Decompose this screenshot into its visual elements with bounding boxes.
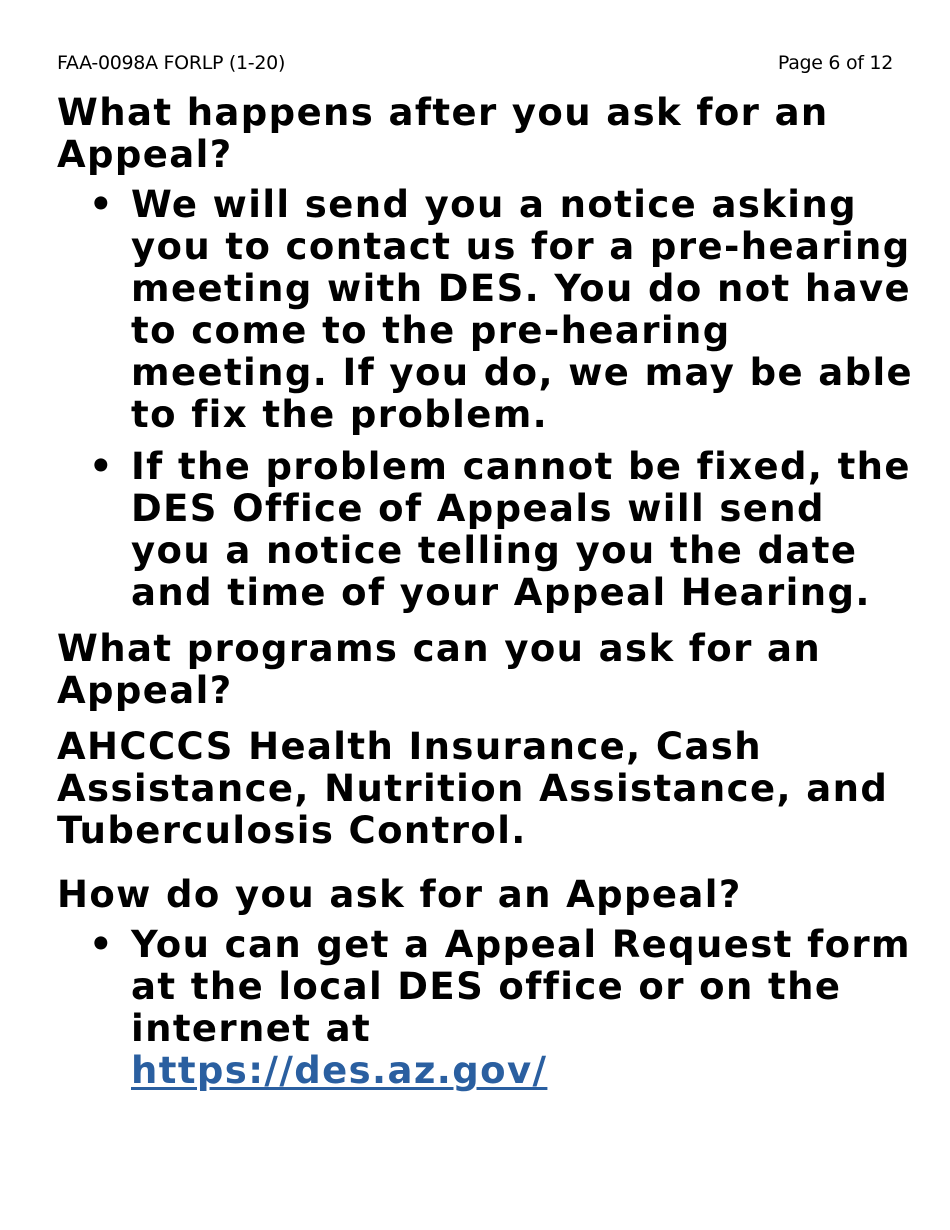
list-item xyxy=(57,184,917,436)
heading-after-appeal: What happens after you ask for an Appeal? xyxy=(57,91,829,176)
after-appeal-list xyxy=(57,184,917,614)
list-item xyxy=(57,924,917,1092)
bullet-icon: • xyxy=(89,445,115,488)
list-item-text: If the problem cannot be fixed, the DES Office of Appeals will send you a notice telling you the date and time of your Appeal Hearing. xyxy=(131,445,911,614)
bullet-icon: • xyxy=(89,183,115,226)
form-id: FAA-0098A FORLP (1-20) xyxy=(57,52,286,74)
document-body xyxy=(57,92,917,1102)
bullet-icon: • xyxy=(89,923,115,966)
des-website-link[interactable]: https://des.az.gov/ xyxy=(131,1049,548,1092)
how-to-appeal-list xyxy=(57,924,917,1092)
list-item xyxy=(57,446,917,614)
heading-programs: What programs can you ask for an Appeal? xyxy=(57,627,822,712)
page-number: Page 6 of 12 xyxy=(777,52,893,74)
heading-how-to-appeal: How do you ask for an Appeal? xyxy=(57,873,742,916)
list-item-text: You can get a Appeal Request form at the local DES office or on the internet at xyxy=(131,923,912,1050)
programs-paragraph: AHCCCS Health Insurance, Cash Assistance, Nutrition Assistance, and Tuberculosis Control. xyxy=(57,725,889,852)
list-item-text: We will send you a notice asking you to contact us for a pre-hearing meeting with DES. You do not have to come to the pre-hearing meeting. If you do, we may be able to fix the problem. xyxy=(131,183,914,436)
